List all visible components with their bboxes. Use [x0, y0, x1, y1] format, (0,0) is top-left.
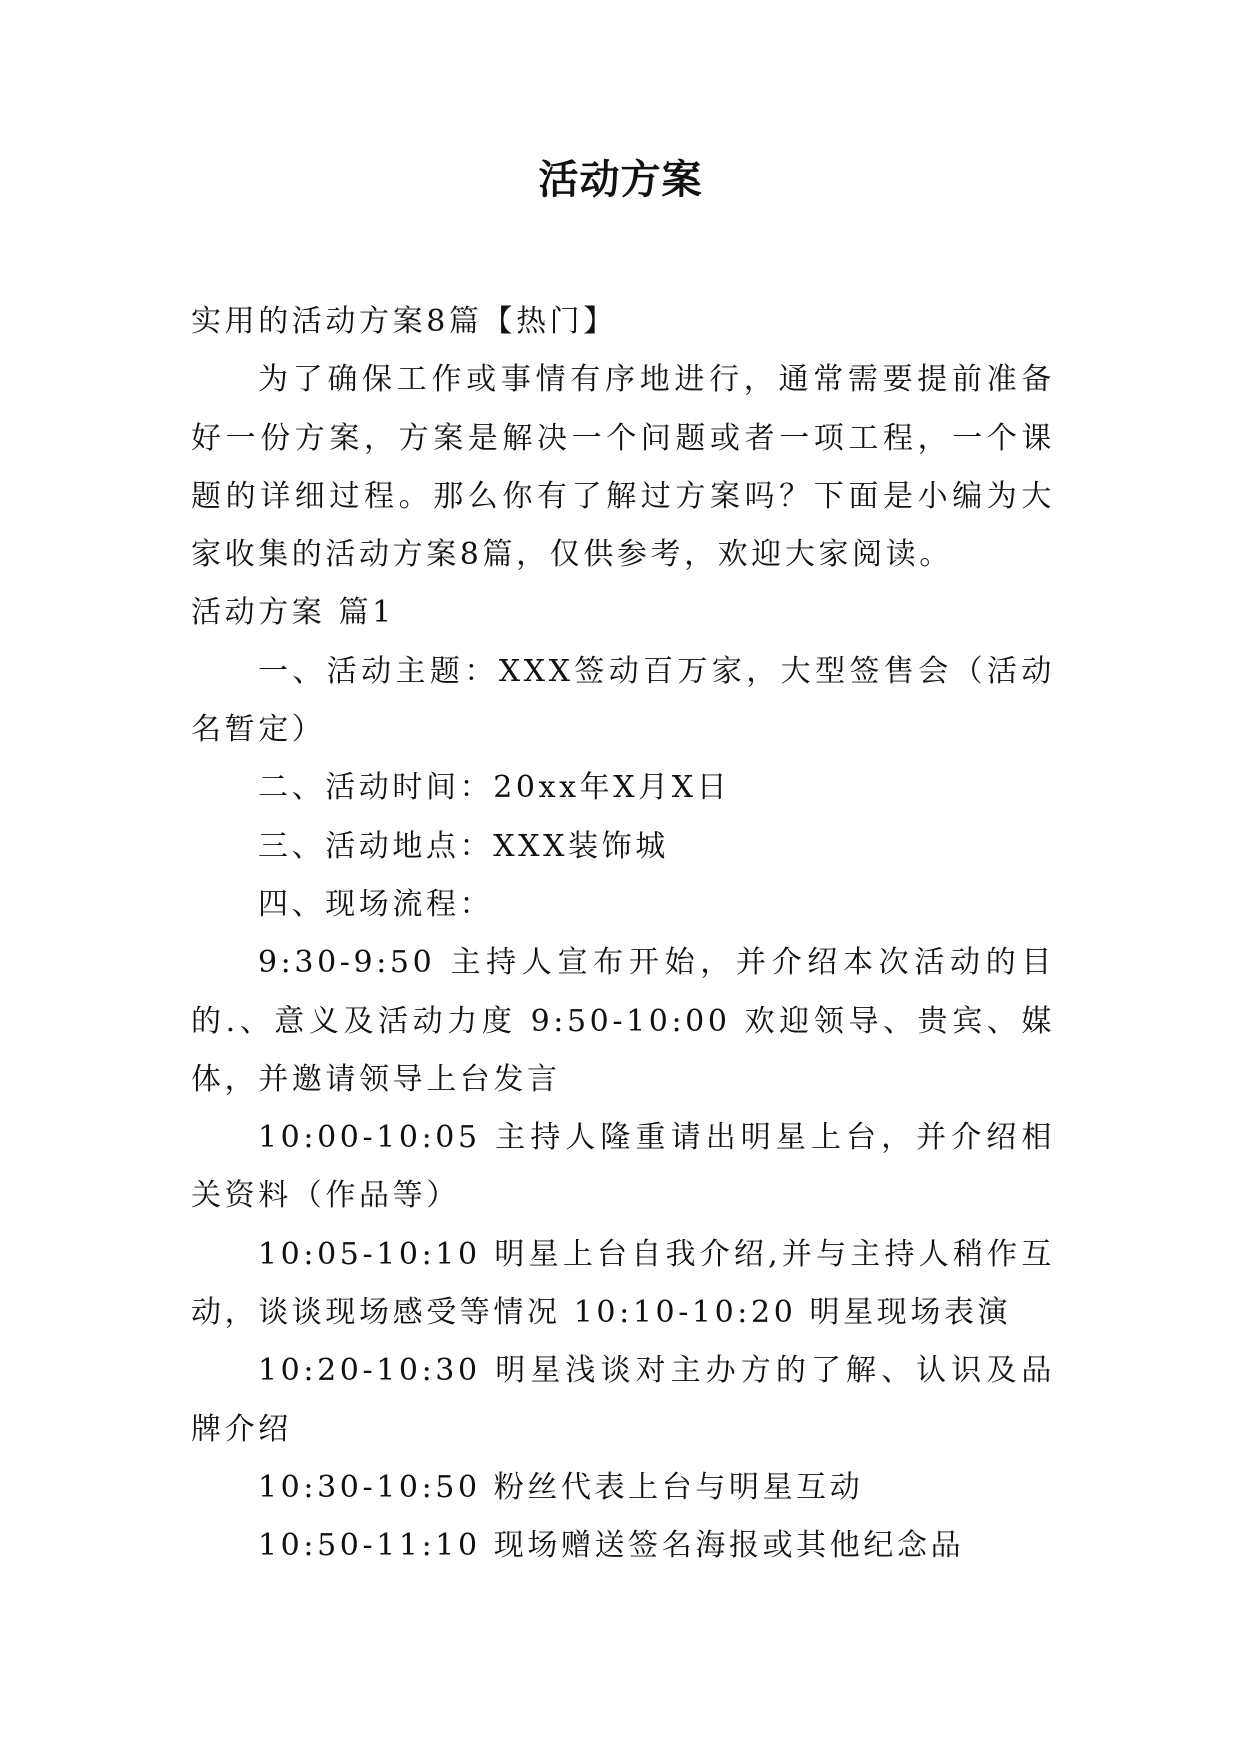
- document-title: 活动方案: [538, 156, 703, 203]
- schedule-item: 10:05-10:10 明星上台自我介绍,并与主持人稍作互动，谈谈现场感受等情况 10:10-10:20 明星现场表演: [191, 1236, 1055, 1331]
- paragraph-process-heading: 四、现场流程：: [258, 886, 494, 922]
- document-body: [191, 293, 1055, 1576]
- intro-paragraph: 为了确保工作或事情有序地进行，通常需要提前准备好一份方案，方案是解决一个问题或者一项工程，一个课题的详细过程。那么你有了解过方案吗？下面是小编为大家收集的活动方案8篇，仅供参考，欢迎大家阅读。: [191, 362, 1055, 573]
- document-subtitle: 实用的活动方案8篇【热门】: [191, 304, 617, 339]
- schedule-item: 10:20-10:30 明星浅谈对主办方的了解、认识及品牌介绍: [191, 1353, 1055, 1447]
- paragraph-theme: 一、活动主题：XXX签动百万家，大型签售会（活动名暂定）: [191, 653, 1055, 748]
- schedule-item: 10:30-10:50 粉丝代表上台与明星互动: [258, 1469, 864, 1505]
- paragraph-location: 三、活动地点：XXX装饰城: [258, 828, 669, 864]
- schedule-item: 10:00-10:05 主持人隆重请出明星上台，并介绍相关资料（作品等）: [191, 1120, 1055, 1214]
- paragraph-time: 二、活动时间：20xx年X月X日: [258, 770, 731, 806]
- schedule-item: 9:30-9:50 主持人宣布开始，并介绍本次活动的目的.、意义及活动力度 9:50-10:00 欢迎领导、贵宾、媒体，并邀请领导上台发言: [191, 945, 1055, 1097]
- section-heading: 活动方案 篇1: [191, 595, 395, 631]
- schedule-item: 10:50-11:10 现场赠送签名海报或其他纪念品: [258, 1528, 965, 1564]
